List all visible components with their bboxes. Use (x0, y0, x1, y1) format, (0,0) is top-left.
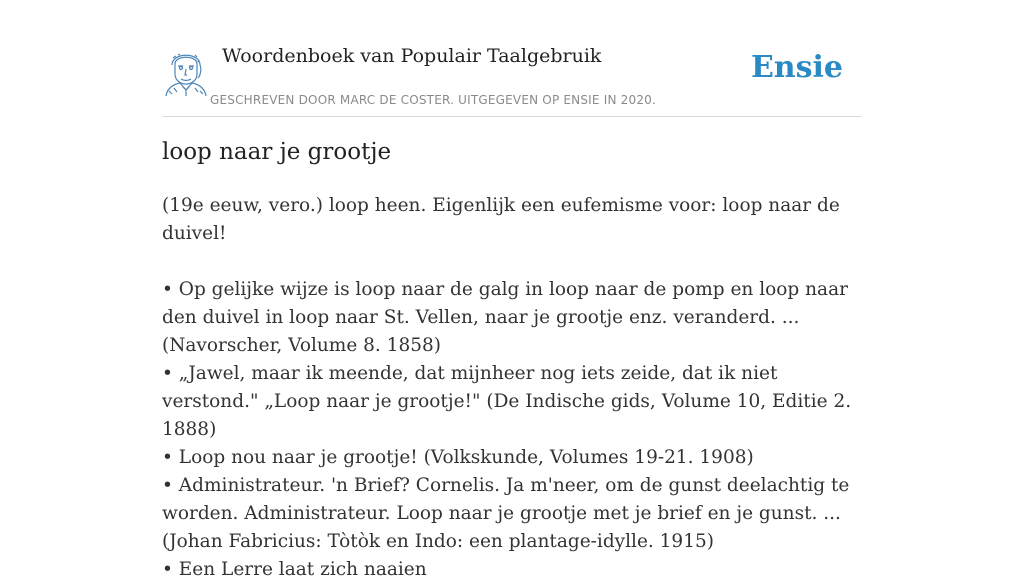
citation-item: • Administrateur. 'n Brief? Cornelis. Ja m'neer, om de gunst deelachtig te worden. Administrateur. Loop naar je grootje met je brief en je gunst. ... (Johan Fabricius: Tòtòk en Indo: een plantage-idylle. 1915) (162, 475, 850, 552)
citation-item: • Op gelijke wijze is loop naar de galg in loop naar de pomp en loop naar den duivel in loop naar St. Vellen, naar je grootje enz. veranderd. ... (Navorscher, Volume 8. 1858) (162, 279, 848, 356)
ensie-logo[interactable]: Ensie (750, 50, 843, 85)
citation-item: • Een Lerre laat zich naaien (162, 559, 427, 580)
author-byline: GESCHREVEN DOOR MARC DE COSTER. UITGEGEVEN OP ENSIE IN 2020. (210, 93, 656, 107)
paragraph-gap (162, 248, 867, 276)
entry-title: loop naar je grootje (162, 139, 392, 165)
site-title[interactable]: Woordenboek van Populair Taalgebruik (222, 45, 602, 67)
author-portrait-icon (164, 46, 208, 96)
page-container (162, 0, 862, 580)
entry-definition: (19e eeuw, vero.) loop heen. Eigenlijk een eufemisme voor: loop naar de duivel! (162, 195, 840, 244)
citation-item: • „Jawel, maar ik meende, dat mijnheer nog iets zeide, dat ik niet verstond." „Loop naar je grootje!" (De Indische gids, Volume 10, Editie 2. 1888) (162, 363, 852, 440)
entry-body (162, 192, 867, 584)
site-header (162, 0, 862, 117)
citation-item: • Loop nou naar je grootje! (Volkskunde, Volumes 19-21. 1908) (162, 447, 754, 468)
